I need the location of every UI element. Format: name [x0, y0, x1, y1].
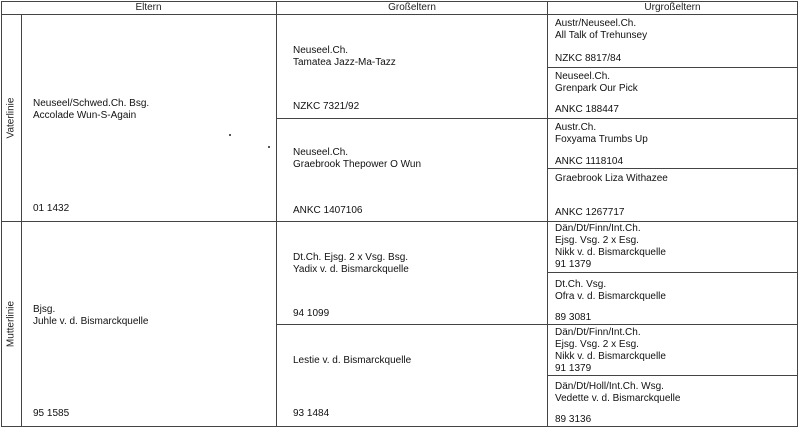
- grandparent-divider-sire: [276, 118, 798, 119]
- great-divider-1: [547, 67, 798, 68]
- scan-speck: [268, 146, 270, 148]
- grandparent-divider-dam: [276, 324, 798, 325]
- dam-grandparent-1-name: Dt.Ch. Ejsg. 2 x Vsg. Bsg. Yadix v. d. Bismarckquelle: [293, 252, 409, 275]
- dam-great-4-reg: 89 3136: [555, 414, 592, 425]
- sire-great-2-name: Neuseel.Ch. Grenpark Our Pick: [555, 71, 638, 94]
- sire-parent-reg: 01 1432: [33, 203, 70, 214]
- side-label-dam: [1, 222, 21, 426]
- header-divider: [1, 14, 798, 15]
- column-divider-1: [276, 1, 277, 427]
- sire-great-2-reg: ANKC 188447: [555, 104, 619, 115]
- dam-grandparent-1-reg: 94 1099: [293, 308, 330, 319]
- dam-great-2-reg: 89 3081: [555, 312, 592, 323]
- dam-great-4-name: Dän/Dt/Holl/Int.Ch. Wsg. Vedette v. d. Bismarckquelle: [555, 381, 681, 404]
- sire-grandparent-2-reg: ANKC 1407106: [293, 205, 363, 216]
- line-divider: [1, 221, 798, 222]
- great-divider-3: [547, 272, 798, 273]
- dam-great-2-name: Dt.Ch. Vsg. Ofra v. d. Bismarckquelle: [555, 279, 666, 302]
- column-divider-2: [547, 1, 548, 427]
- dam-parent-name: Bjsg. Juhle v. d. Bismarckquelle: [33, 304, 149, 327]
- table-border-bottom: [1, 426, 798, 427]
- dam-line-label: Mutterlinie: [5, 300, 17, 348]
- table-border-right: [797, 1, 798, 427]
- sire-great-1-reg: NZKC 8817/84: [555, 53, 622, 64]
- great-divider-4: [547, 375, 798, 376]
- great-divider-2: [547, 168, 798, 169]
- dam-great-1-name: Dän/Dt/Finn/Int.Ch. Ejsg. Vsg. 2 x Esg. Nikk v. d. Bismarckquelle 91 1379: [555, 223, 666, 270]
- side-label-sire: [1, 15, 21, 221]
- header-great-grandparents: Urgroßeltern: [644, 2, 701, 13]
- sire-great-4-reg: ANKC 1267717: [555, 207, 625, 218]
- sire-grandparent-2-name: Neuseel.Ch. Graebrook Thepower O Wun: [293, 147, 422, 170]
- sire-great-3-reg: ANKC 1118104: [555, 156, 624, 167]
- header-grandparents: Großeltern: [388, 2, 436, 13]
- sire-parent-name: Neuseel/Schwed.Ch. Bsg. Accolade Wun-S-Again: [33, 98, 150, 121]
- header-parents: Eltern: [135, 2, 162, 13]
- sire-line-label: Vaterlinie: [5, 97, 17, 139]
- pedigree-table: [1, 1, 798, 427]
- sire-great-3-name: Austr.Ch. Foxyama Trumbs Up: [555, 122, 648, 145]
- dam-great-3-name: Dän/Dt/Finn/Int.Ch. Ejsg. Vsg. 2 x Esg. Nikk v. d. Bismarckquelle 91 1379: [555, 327, 666, 374]
- dam-grandparent-2-reg: 93 1484: [293, 408, 330, 419]
- sire-great-4-name: Graebrook Liza Withazee: [555, 173, 668, 184]
- dam-grandparent-2-name: Lestie v. d. Bismarckquelle: [293, 355, 412, 366]
- sire-great-1-name: Austr/Neuseel.Ch. All Talk of Trehunsey: [555, 18, 648, 41]
- scan-speck: [229, 134, 231, 136]
- sire-grandparent-1-reg: NZKC 7321/92: [293, 101, 360, 112]
- dam-parent-reg: 95 1585: [33, 408, 70, 419]
- sire-grandparent-1-name: Neuseel.Ch. Tamatea Jazz-Ma-Tazz: [293, 45, 396, 68]
